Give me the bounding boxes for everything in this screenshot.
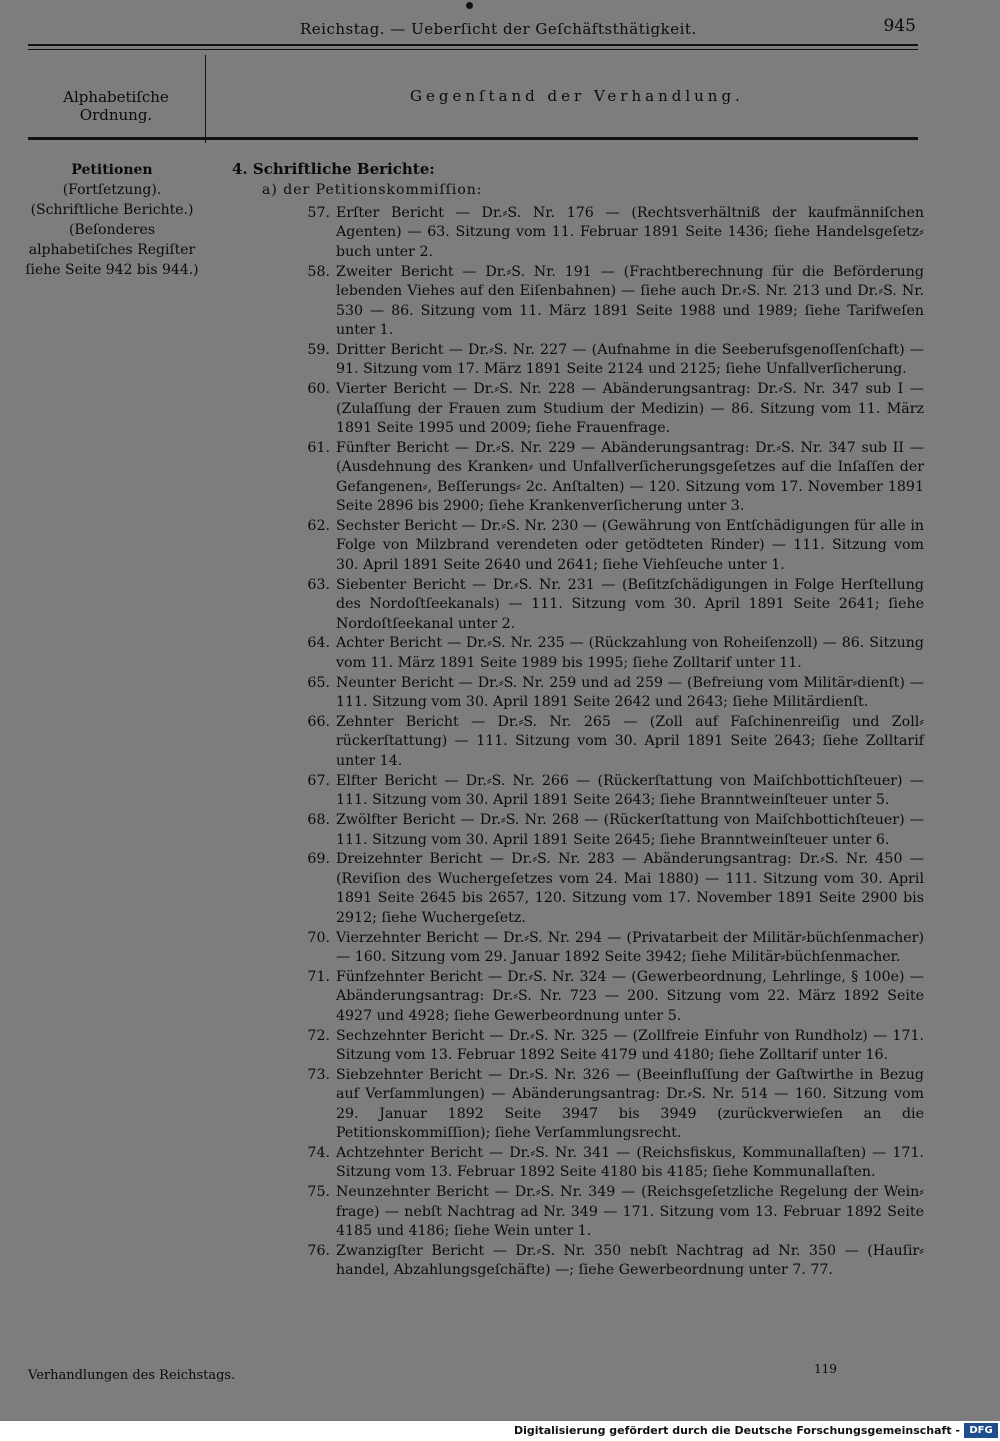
list-item bbox=[296, 204, 924, 262]
list-item bbox=[296, 968, 924, 1026]
entry-text: Siebenter Bericht — Dr.⸗S. Nr. 231 — (Beſitzſchädigungen in Folge Herſtellung des Nordoſtſeekanals) — 111. Sitzung vom 30. April 1891 Seite 2641; ſiehe Nordoſtſeekanal unter 2. bbox=[336, 576, 924, 632]
sheet-number: 119 bbox=[814, 1362, 837, 1376]
table-head-rule bbox=[28, 137, 918, 140]
entry-number: 61. bbox=[307, 439, 330, 456]
list-item bbox=[296, 576, 924, 634]
header-rule-thin bbox=[28, 49, 918, 50]
entry-number: 73. bbox=[307, 1066, 330, 1083]
list-item bbox=[296, 772, 924, 811]
entry-number: 59. bbox=[307, 341, 330, 358]
list-item bbox=[296, 439, 924, 517]
page-number: 945 bbox=[883, 16, 916, 36]
list-item bbox=[296, 1027, 924, 1066]
entry-text: Vierzehnter Bericht — Dr.⸗S. Nr. 294 — (Privatarbeit der Militär⸗büchſenmacher) — 160. Sitzung vom 29. Januar 1892 Seite 3942; ſiehe Militär⸗büchſenmacher. bbox=[336, 929, 924, 965]
list-item bbox=[296, 1066, 924, 1144]
section-subheading: a) der Petitionskommiſſion: bbox=[262, 182, 483, 198]
list-item bbox=[296, 713, 924, 771]
left-column-heading: Alphabetiſche Ordnung. bbox=[63, 88, 169, 124]
entry-text: Vierter Bericht — Dr.⸗S. Nr. 228 — Abänderungsantrag: Dr.⸗S. Nr. 347 sub I — (Zulaſſung der Frauen zum Studium der Medizin) — 86. Sitzung vom 11. März 1891 Seite 1995 und 2009; ſiehe Frauenfrage. bbox=[336, 381, 924, 436]
entry-text: Siebzehnter Bericht — Dr.⸗S. Nr. 326 — (Beeinfluſſung der Gaſtwirthe in Bezug auf Verſammlungen) — Abänderungsantrag: Dr.⸗S. Nr. 514 — 160. Sitzung vom 29. Januar 1892 Seite 3947 bis 3949 (zurückverwieſen an die Petitionskommiſſion); ſiehe Verſammlungsrecht. bbox=[336, 1066, 924, 1142]
topic-sublabel: (Schriftliche Berichte.) bbox=[30, 202, 194, 218]
digitization-note: Digitalisierung gefördert durch die Deutsche Forschungsgemeinschaft - bbox=[513, 1424, 960, 1437]
entry-number: 67. bbox=[307, 772, 330, 789]
entry-text: Zweiter Bericht — Dr.⸗S. Nr. 191 — (Frachtberechnung für die Beförderung lebenden Viehes auf den Eiſenbahnen) — ſiehe auch Dr.⸗S. Nr. 213 und Dr.⸗S. Nr. 530 — 86. Sitzung vom 11. März 1891 Seite 1988 und 1989; ſiehe Tarifweſen unter 1. bbox=[336, 263, 924, 338]
entry-text: Zwölfter Bericht — Dr.⸗S. Nr. 268 — (Rückerſtattung von Maiſchbottichſteuer) — 111. Sitzung vom 30. April 1891 Seite 2645; ſiehe Branntweinſteuer unter 6. bbox=[336, 812, 924, 848]
entry-number: 75. bbox=[307, 1184, 330, 1201]
list-item bbox=[296, 1183, 924, 1241]
entry-text: Neunter Bericht — Dr.⸗S. Nr. 259 und ad 259 — (Befreiung vom Militär⸗dienſt) — 111. Sitzung vom 30. April 1891 Seite 2642 und 2643; ſiehe Militärdienſt. bbox=[336, 674, 924, 711]
column-divider bbox=[205, 55, 206, 143]
entry-text: Fünfter Bericht — Dr.⸗S. Nr. 229 — Abänderungsantrag: Dr.⸗S. Nr. 347 sub II — (Ausdehnung des Kranken⸗ und Unfallverſicherungsgeſetzes auf die Inſaſſen der Gefangenen⸗, Beſſerungs⸗ 2c. Anſtalten) — 120. Sitzung vom 17. November 1891 Seite 2896 bis 2900; ſiehe Krankenverſicherung unter 3. bbox=[336, 439, 924, 515]
entry-number: 64. bbox=[307, 635, 330, 652]
list-item bbox=[296, 811, 924, 850]
entry-text: Zehnter Bericht — Dr.⸗S. Nr. 265 — (Zoll auf Faſchinenreiſig und Zoll⸗rückerſtattung) — 111. Sitzung vom 30. April 1891 Seite 2643; ſiehe Zolltarif unter 14. bbox=[336, 714, 924, 769]
entry-text: Achter Bericht — Dr.⸗S. Nr. 235 — (Rückzahlung von Roheiſenzoll) — 86. Sitzung vom 11. März 1891 Seite 1989 bis 1995; ſiehe Zolltarif unter 11. bbox=[336, 635, 924, 671]
list-item bbox=[296, 674, 924, 713]
list-item bbox=[296, 1242, 924, 1281]
entry-number: 74. bbox=[307, 1145, 330, 1161]
entry-text: Sechster Bericht — Dr.⸗S. Nr. 230 — (Gewährung von Entſchädigungen für alle in Folge von Milzbrand verendeten oder getödteten Rinder) — 111. Sitzung vom 30. April 1891 Seite 2640 und 2641; ſiehe Viehſeuche unter 1. bbox=[336, 518, 924, 573]
entry-number: 58. bbox=[307, 263, 330, 280]
right-column-heading: Gegenſtand der Verhandlung. bbox=[410, 87, 744, 105]
entry-text: Zwanzigſter Bericht — Dr.⸗S. Nr. 350 nebſt Nachtrag ad Nr. 350 — (Hauſir⸗handel, Abzahlungsgeſchäfte) —; ſiehe Gewerbeordnung unter 7. 77. bbox=[336, 1243, 924, 1279]
entry-number: 57. bbox=[307, 205, 330, 221]
entry-text: Achtzehnter Bericht — Dr.⸗S. Nr. 341 — (Reichsfiskus, Kommunallaſten) — 171. Sitzung vom 13. Februar 1892 Seite 4180 bis 4185; ſiehe Kommunallaſten. bbox=[336, 1145, 924, 1181]
topic-note: alphabetiſches Regiſter bbox=[28, 242, 196, 258]
list-item bbox=[296, 517, 924, 575]
list-item bbox=[296, 850, 924, 928]
entry-text: Neunzehnter Bericht — Dr.⸗S. Nr. 349 — (Reichsgeſetzliche Regelung der Wein⸗frage) — nebſt Nachtrag ad Nr. 349 — 171. Sitzung vom 13. Februar 1892 Seite 4185 und 4186; ſiehe Wein unter 1. bbox=[336, 1184, 924, 1240]
entry-number: 70. bbox=[307, 929, 330, 946]
entry-number: 76. bbox=[307, 1243, 330, 1260]
entry-number: 65. bbox=[307, 674, 330, 691]
entry-text: Erſter Bericht — Dr.⸗S. Nr. 176 — (Rechtsverhältniß der kaufmänniſchen Agenten) — 63. Sitzung vom 11. Februar 1891 Seite 1436; ſiehe Handelsgeſetz⸗buch unter 2. bbox=[336, 205, 924, 260]
running-header: Reichstag. — Ueberſicht der Geſchäftsthätigkeit. bbox=[300, 20, 697, 38]
list-item bbox=[296, 263, 924, 341]
list-item bbox=[296, 634, 924, 673]
alphabetical-order-column bbox=[22, 160, 202, 280]
ink-dot bbox=[466, 2, 473, 9]
section-heading: 4. Schriftliche Berichte: bbox=[232, 160, 435, 178]
entry-number: 71. bbox=[307, 968, 330, 985]
topic-note: ſiehe Seite 942 bis 944.) bbox=[25, 262, 199, 278]
topic-label: Petitionen (Fortſetzung). bbox=[62, 162, 162, 198]
header-rule bbox=[28, 44, 918, 46]
entry-number: 68. bbox=[307, 812, 330, 829]
entry-number: 62. bbox=[307, 518, 330, 534]
dfg-logo: DFG bbox=[964, 1423, 998, 1438]
entry-number: 66. bbox=[307, 714, 330, 731]
entry-text: Elfter Bericht — Dr.⸗S. Nr. 266 — (Rückerſtattung von Maiſchbottichſteuer) — 111. Sitzung vom 30. April 1891 Seite 2643; ſiehe Branntweinſteuer unter 5. bbox=[336, 772, 924, 809]
topic-note: (Beſonderes bbox=[68, 222, 156, 238]
report-entries bbox=[296, 204, 924, 1281]
entry-text: Dreizehnter Bericht — Dr.⸗S. Nr. 283 — Abänderungsantrag: Dr.⸗S. Nr. 450 — (Reviſion des Wuchergeſetzes vom 24. Mai 1880) — 111. Sitzung vom 30. April 1891 Seite 2645 bis 2657, 120. Sitzung vom 17. November 1891 Seite 2900 bis 2912; ſiehe Wuchergeſetz. bbox=[336, 851, 924, 926]
entry-text: Fünfzehnter Bericht — Dr.⸗S. Nr. 324 — (Gewerbeordnung, Lehrlinge, § 100e) — Abänderungsantrag: Dr.⸗S. Nr. 723 — 200. Sitzung vom 22. März 1892 Seite 4927 und 4928; ſiehe Gewerbeordnung unter 5. bbox=[336, 968, 924, 1024]
entry-text: Sechzehnter Bericht — Dr.⸗S. Nr. 325 — (Zollfreie Einfuhr von Rundholz) — 171. Sitzung vom 13. Februar 1892 Seite 4179 und 4180; ſiehe Zolltarif unter 16. bbox=[336, 1027, 924, 1063]
entry-number: 72. bbox=[307, 1027, 330, 1044]
entry-number: 69. bbox=[307, 851, 330, 868]
entry-number: 63. bbox=[307, 576, 330, 593]
digitization-bar bbox=[0, 1422, 1000, 1441]
list-item bbox=[296, 1144, 924, 1183]
list-item bbox=[296, 380, 924, 438]
list-item bbox=[296, 929, 924, 968]
footer-publication: Verhandlungen des Reichstags. bbox=[28, 1368, 236, 1383]
list-item bbox=[296, 341, 924, 380]
entry-text: Dritter Bericht — Dr.⸗S. Nr. 227 — (Aufnahme in die Seeberufsgenoſſenſchaft) — 91. Sitzung vom 17. März 1891 Seite 2124 und 2125; ſiehe Unfallverſicherung. bbox=[336, 341, 924, 378]
entry-number: 60. bbox=[307, 381, 330, 398]
